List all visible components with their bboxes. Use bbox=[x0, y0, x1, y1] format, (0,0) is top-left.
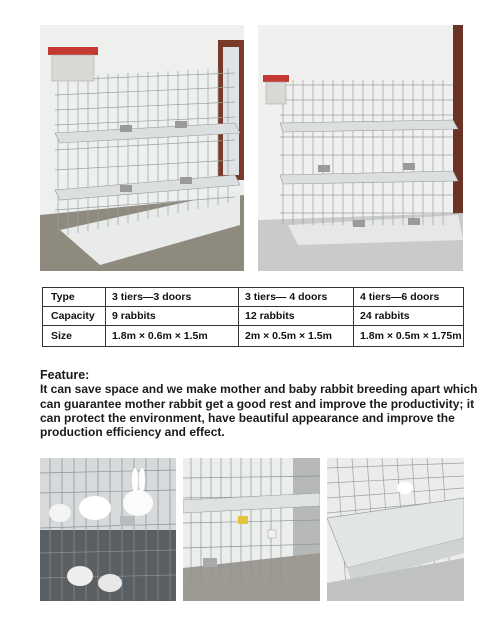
table-cell: 9 rabbits bbox=[106, 307, 239, 326]
table-row bbox=[43, 326, 464, 347]
row-label-capacity: Capacity bbox=[43, 307, 106, 326]
table-cell: 1.8m × 0.6m × 1.5m bbox=[106, 326, 239, 347]
table-cell: 1.8m × 0.5m × 1.75m bbox=[354, 326, 464, 347]
table-cell: 24 rabbits bbox=[354, 307, 464, 326]
table-cell: 3 tiers— 4 doors bbox=[239, 288, 354, 307]
table-cell: 12 rabbits bbox=[239, 307, 354, 326]
photo-cage-three-tier-left bbox=[40, 25, 244, 271]
feature-body: It can save space and we make mother and baby rabbit breeding apart which can guarantee mother rabbit get a good rest and improve the productivity; it can protect the environment, have beautiful appearance and improve the production efficiency and effect. bbox=[40, 382, 478, 440]
table-row bbox=[43, 288, 464, 307]
photo-cage-tray bbox=[327, 458, 464, 601]
photo-cage-three-tier-right bbox=[258, 25, 463, 271]
row-label-type: Type bbox=[43, 288, 106, 307]
spec-table bbox=[42, 287, 464, 347]
row-label-size: Size bbox=[43, 326, 106, 347]
feature-title: Feature: bbox=[40, 368, 90, 382]
feature-section bbox=[40, 368, 480, 439]
table-cell: 2m × 0.5m × 1.5m bbox=[239, 326, 354, 347]
table-row bbox=[43, 307, 464, 326]
table-cell: 4 tiers—6 doors bbox=[354, 288, 464, 307]
table-cell: 3 tiers—3 doors bbox=[106, 288, 239, 307]
photo-rabbits-in-cage bbox=[40, 458, 176, 601]
photo-cage-closeup bbox=[183, 458, 320, 601]
